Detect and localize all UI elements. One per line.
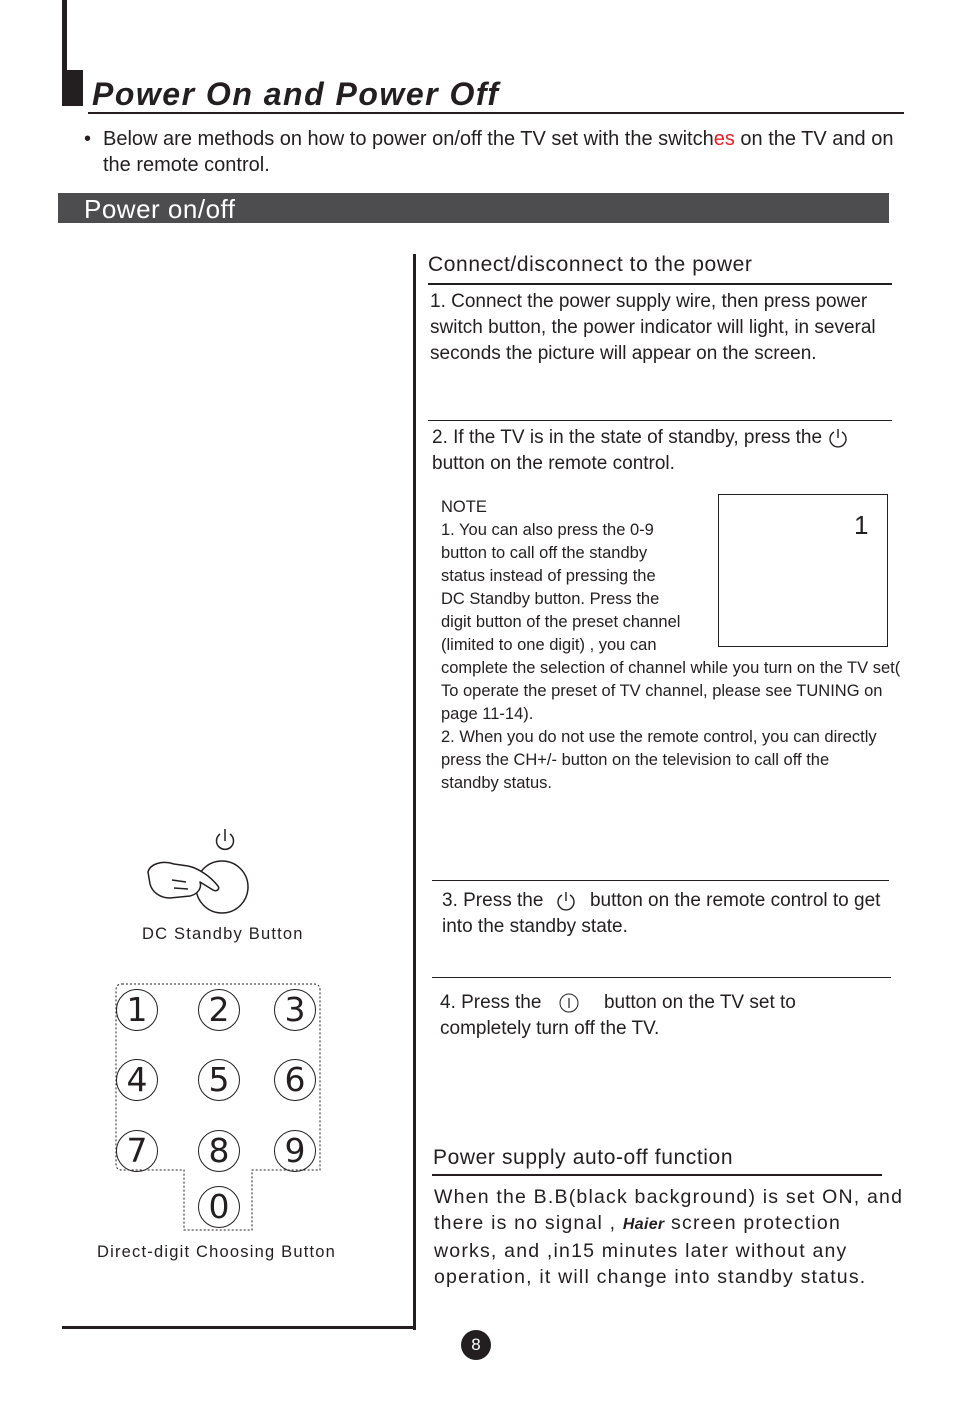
auto-off-text — [434, 1184, 909, 1290]
title-marker-block — [62, 70, 83, 106]
intro-paragraph — [84, 126, 924, 178]
haier-brand: Haier — [622, 1216, 665, 1233]
step-divider-1 — [428, 420, 892, 421]
intro-bullet: • — [84, 128, 92, 150]
power-icon — [217, 829, 234, 849]
keypad-caption: Direct-digit Choosing Button — [97, 1243, 337, 1261]
note-1-rest: complete the selection of channel while you turn on the TV set( To operate the preset of TV channel, please see TUNING on page 11-14). — [441, 659, 901, 723]
note-1-line-6: (limited to one digit) , you can — [441, 636, 657, 654]
step-3-post: button on the remote control to get into the standby state. — [442, 890, 881, 937]
digit-8-button: 8 — [198, 1130, 240, 1172]
digit-7-button: 7 — [116, 1130, 158, 1172]
step-2-text — [432, 425, 897, 477]
note-title: NOTE — [441, 498, 487, 516]
auto-off-text-pre: When the B.B(black background) is set ON, and there is no signal , — [434, 1186, 904, 1234]
step-divider-2 — [432, 880, 889, 881]
note-1-line-4: DC Standby button. Press the — [441, 590, 660, 608]
auto-off-heading-rule — [432, 1174, 882, 1176]
page-number: 8 — [461, 1330, 491, 1360]
digit-9-button: 9 — [274, 1130, 316, 1172]
step-2-post: button on the remote control. — [432, 453, 675, 474]
auto-off-heading: Power supply auto-off function — [433, 1146, 734, 1169]
digit-0-button: 0 — [198, 1186, 240, 1228]
intro-text-pre: Below are methods on how to power on/off the TV set with the switch — [103, 128, 714, 150]
note-1-line-1: 1. You can also press the 0-9 — [441, 521, 654, 539]
digit-4-button: 4 — [116, 1059, 158, 1101]
tv-power-switch-icon — [547, 992, 599, 1014]
step-3-text — [442, 888, 887, 940]
round-button-icon — [196, 861, 248, 913]
standby-caption: DC Standby Button — [142, 925, 304, 943]
step-3-pre: 3. Press the — [442, 890, 544, 911]
power-icon — [827, 427, 849, 449]
step-1-text: 1. Connect the power supply wire, then press power switch button, the power indicator will light, in several seconds the picture will appear on the screen. — [430, 291, 876, 364]
pointing-hand-icon — [148, 862, 219, 898]
note-1-line-2: button to call off the standby — [441, 544, 648, 562]
step-4-pre: 4. Press the — [440, 992, 542, 1013]
note-1-line-3: status instead of pressing the — [441, 567, 656, 585]
bottom-rule — [62, 1326, 416, 1329]
column-divider — [413, 254, 416, 1330]
intro-text-post: on the TV and on the remote control. — [103, 128, 894, 176]
step-2-pre: 2. If the TV is in the state of standby, press the — [432, 427, 823, 448]
section-header-bar — [58, 193, 889, 223]
power-icon — [549, 890, 585, 912]
auto-off-text-post: screen protection works, and ,in15 minutes later without any operation, it will change into standby status. — [434, 1212, 867, 1288]
digit-5-button: 5 — [198, 1059, 240, 1101]
digit-1-button: 1 — [116, 989, 158, 1031]
note-1-line-5: digit button of the preset channel — [441, 613, 681, 631]
digit-6-button: 6 — [274, 1059, 316, 1101]
step-4-post: button on the TV set to completely turn off the TV. — [440, 992, 796, 1039]
intro-text — [103, 126, 924, 178]
standby-button-illustration — [140, 826, 260, 918]
connect-heading: Connect/disconnect to the power — [428, 253, 753, 276]
connect-heading-rule — [428, 283, 892, 285]
step-4-text — [440, 990, 880, 1042]
section-title: Power on/off — [84, 194, 236, 224]
intro-text-red: es — [713, 128, 735, 150]
page-title: Power On and Power Off — [92, 76, 500, 112]
note-box-number: 1 — [854, 510, 869, 540]
note-2: 2. When you do not use the remote control, you can directly press the CH+/- button on the television to call off the standby status. — [441, 728, 877, 792]
step-divider-3 — [432, 977, 891, 978]
digit-3-button: 3 — [274, 989, 316, 1031]
title-underline — [88, 112, 904, 114]
digit-2-button: 2 — [198, 989, 240, 1031]
